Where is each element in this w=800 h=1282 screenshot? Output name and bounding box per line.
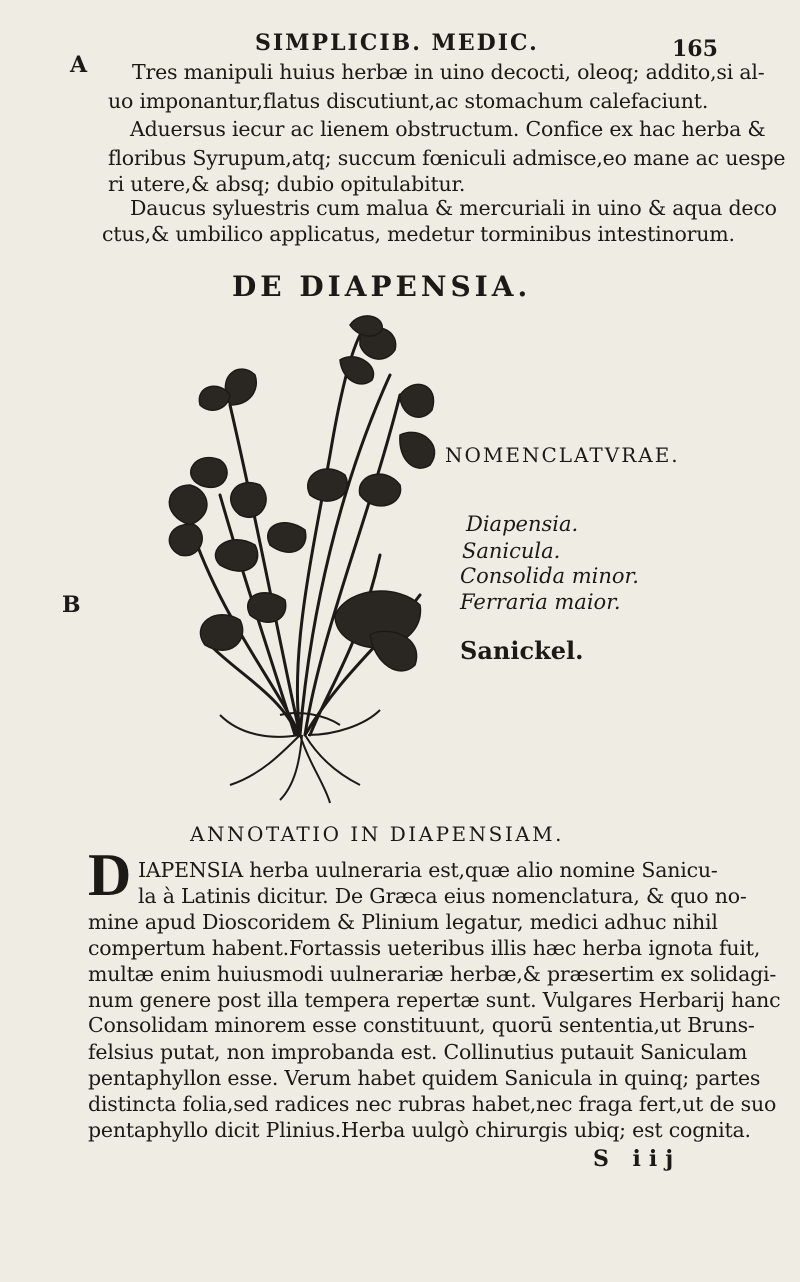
- page-number: 165: [672, 36, 718, 62]
- drop-cap-initial: D: [88, 842, 132, 908]
- text-line: Tres manipuli huius herbæ in uino decocti, oleoq; addito,si al-: [132, 60, 765, 84]
- signature-mark: S iij: [593, 1146, 682, 1172]
- text-line: ri utere,& absq; dubio opitulabitur.: [108, 172, 466, 196]
- margin-mark-a: A: [70, 52, 88, 78]
- annotation-line: IAPENSIA herba uulneraria est,quæ alio nomine Sanicu-: [138, 858, 718, 882]
- nomenclature-name: Diapensia.: [466, 512, 579, 536]
- annotation-line: la à Latinis dicitur. De Græca eius nomenclatura, & quo no-: [138, 884, 747, 908]
- annotation-line: mine apud Dioscoridem & Plinium legatur, medici adhuc nihil: [88, 910, 718, 934]
- annotation-line: multæ enim huiusmodi uulnerariæ herbæ,& præsertim ex solidagi-: [88, 962, 777, 986]
- plant-woodcut-illustration: [160, 315, 440, 805]
- margin-mark-b: B: [62, 592, 81, 618]
- annotation-heading: ANNOTATIO IN DIAPENSIAM.: [190, 822, 565, 846]
- annotation-line: pentaphyllon esse. Verum habet quidem Sanicula in quinq; partes: [88, 1066, 761, 1090]
- annotation-line: num genere post illa tempera repertæ sunt. Vulgares Herbarij hanc: [88, 988, 781, 1012]
- annotation-line: compertum habent.Fortassis ueteribus illis hæc herba ignota fuit,: [88, 936, 761, 960]
- german-name: Sanickel.: [460, 636, 584, 665]
- nomenclature-name: Consolida minor.: [460, 564, 639, 588]
- text-line: ctus,& umbilico applicatus, medetur torminibus intestinorum.: [102, 222, 735, 246]
- annotation-line: Consolidam minorem esse constituunt, quorū sententia,ut Bruns-: [88, 1013, 755, 1037]
- text-line: uo imponantur,flatus discutiunt,ac stomachum calefaciunt.: [108, 89, 709, 113]
- text-line: Aduersus iecur ac lienem obstructum. Confice ex hac herba &: [130, 117, 766, 141]
- annotation-line: distincta folia,sed radices nec rubras habet,nec fraga fert,ut de suo: [88, 1092, 777, 1116]
- nomenclature-name: Sanicula.: [462, 539, 561, 563]
- chapter-title: DE DIAPENSIA.: [232, 270, 532, 303]
- running-title: SIMPLICIB. MEDIC.: [255, 30, 539, 56]
- nomenclature-heading: NOMENCLATVRAE.: [445, 443, 680, 467]
- text-line: Daucus syluestris cum malua & mercuriali in uino & aqua deco: [130, 196, 777, 220]
- annotation-line: felsius putat, non improbanda est. Collinutius putauit Saniculam: [88, 1040, 748, 1064]
- text-line: floribus Syrupum,atq; succum fœniculi admisce,eo mane ac uespe: [108, 146, 786, 170]
- nomenclature-name: Ferraria maior.: [460, 590, 621, 614]
- annotation-line: pentaphyllo dicit Plinius.Herba uulgò chirurgis ubiq; est cognita.: [88, 1118, 751, 1142]
